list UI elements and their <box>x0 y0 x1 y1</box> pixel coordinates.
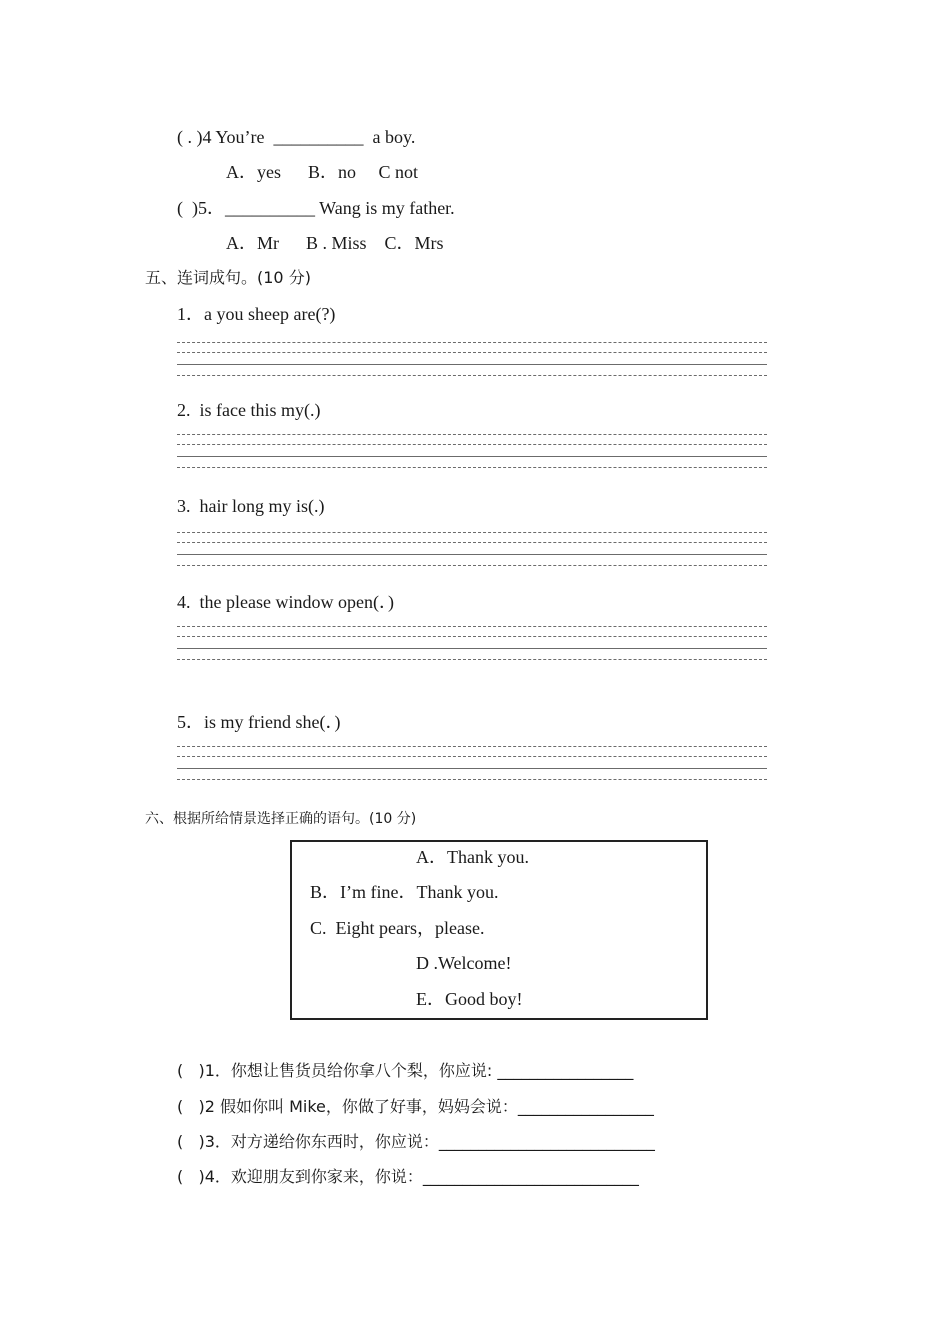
section-5-title: 五、连词成句。(10 分) <box>145 268 311 287</box>
writing-lines-2[interactable] <box>177 430 767 474</box>
question-4: ( . )4 You’re __________ a boy. <box>177 127 416 147</box>
situation-question-2: ( )2 假如你叫 Mike，你做了好事，妈妈会说：_________________ <box>177 1097 654 1116</box>
sentence-item-3: 3. hair long my is(.) <box>177 496 325 516</box>
sentence-item-4: 4. the please window open(．) <box>177 592 394 612</box>
option-d: D .Welcome! <box>416 953 512 973</box>
writing-lines-4[interactable] <box>177 622 767 666</box>
option-e: E．Good boy! <box>416 989 523 1009</box>
situation-question-3: ( )3．对方递给你东西时，你应说：___________________________ <box>177 1132 655 1151</box>
question-4-options: A．yes B．no C not <box>226 162 419 182</box>
section-6-title: 六、根据所给情景选择正确的语句。(10 分) <box>145 811 417 827</box>
question-5-options: A．Mr B . Miss C．Mrs <box>226 233 444 253</box>
options-box <box>290 840 708 1020</box>
situation-question-4: ( )4．欢迎朋友到你家来，你说：___________________________ <box>177 1167 639 1186</box>
option-a: A．Thank you. <box>416 847 529 867</box>
sentence-item-2: 2. is face this my(.) <box>177 400 321 420</box>
sentence-item-1: 1．a you sheep are(?) <box>177 304 336 324</box>
option-b: B．I’m fine．Thank you. <box>310 882 499 902</box>
writing-lines-5[interactable] <box>177 742 767 786</box>
question-5: ( )5．__________ Wang is my father. <box>177 198 455 218</box>
situation-question-1: ( )1．你想让售货员给你拿八个梨，你应说: _________________ <box>177 1061 634 1080</box>
writing-lines-1[interactable] <box>177 338 767 382</box>
sentence-item-5: 5．is my friend she(．) <box>177 712 341 732</box>
writing-lines-3[interactable] <box>177 528 767 572</box>
option-c: C. Eight pears，please. <box>310 918 485 938</box>
